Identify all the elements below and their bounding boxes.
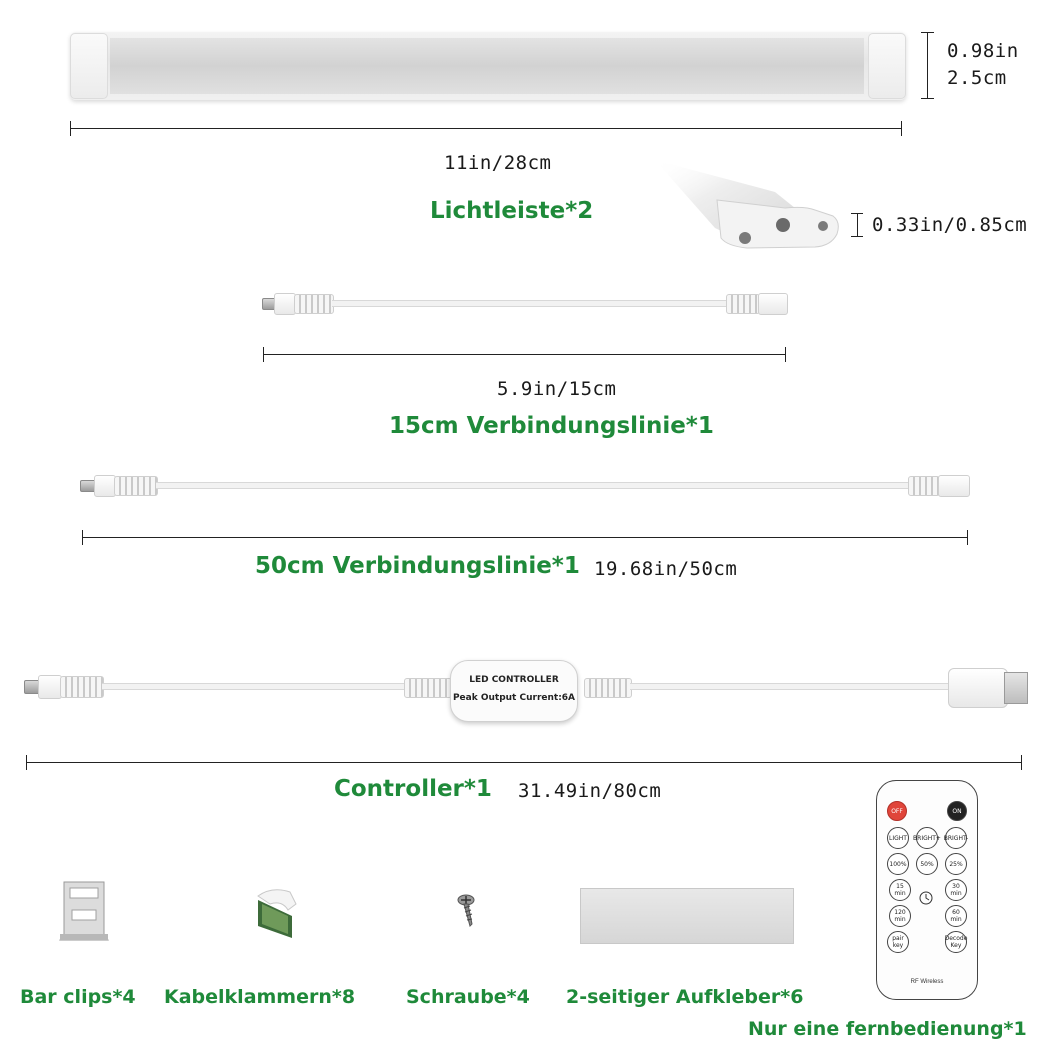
remote-off-button: OFF	[887, 801, 907, 821]
remote-bright-up-button: BRIGHT+	[916, 827, 938, 849]
cable-50cm-image	[80, 472, 970, 500]
height-label-in: 0.98in	[947, 40, 1019, 62]
remote-decode-button: Decode Key	[945, 931, 967, 953]
width-label: 11in/28cm	[444, 152, 552, 174]
cable-15cm-dimension-line	[263, 354, 785, 355]
bar-clip-image	[58, 878, 110, 942]
screw-image	[456, 894, 480, 928]
remote-caption: Nur eine fernbedienung*1	[748, 1018, 1027, 1040]
cable-50cm-dimension-line	[82, 537, 968, 538]
height-label-cm: 2.5cm	[947, 67, 1007, 89]
controller-box-title: LED CONTROLLER	[469, 675, 559, 685]
cable-15cm-length-label: 5.9in/15cm	[497, 378, 617, 400]
remote-120min-button: 120 min	[889, 905, 911, 927]
cable-15cm-caption: 15cm Verbindungslinie*1	[389, 413, 714, 439]
light-bar-image	[70, 32, 906, 100]
light-bar-end-view	[655, 150, 845, 255]
led-controller-box	[450, 660, 578, 722]
remote-50-button: 50%	[916, 853, 938, 875]
accessory-caption-sticker: 2-seitiger Aufkleber*6	[566, 986, 804, 1008]
remote-60min-button: 60 min	[945, 905, 967, 927]
cable-clip-image	[252, 886, 304, 942]
remote-100-button: 100%	[887, 853, 909, 875]
remote-light-button: LIGHT	[887, 827, 909, 849]
controller-length-label: 31.49in/80cm	[518, 780, 662, 802]
remote-pair-button: pair key	[887, 931, 909, 953]
controller-dimension-line	[26, 762, 1022, 763]
accessory-caption-screws: Schraube*4	[406, 986, 530, 1008]
remote-15min-button: 15 min	[889, 879, 911, 901]
width-dimension-line	[70, 128, 902, 129]
remote-control-image	[876, 780, 978, 1000]
accessory-caption-cable-clips: Kabelklammern*8	[164, 986, 356, 1008]
remote-25-button: 25%	[945, 853, 967, 875]
remote-on-button: ON	[947, 801, 967, 821]
accessory-caption-bar-clips: Bar clips*4	[20, 986, 136, 1008]
double-sided-sticker-image	[580, 888, 794, 944]
remote-bright-down-button: BRIGHT-	[945, 827, 967, 849]
light-bar-caption: Lichtleiste*2	[430, 198, 594, 224]
cable-15cm-image	[262, 290, 790, 318]
remote-timer-icon	[917, 889, 935, 907]
remote-brand: RF Wireless	[910, 979, 944, 985]
cable-50cm-caption: 50cm Verbindungslinie*1	[255, 553, 580, 579]
controller-box-spec: Peak Output Current:6A	[452, 693, 576, 703]
controller-caption: Controller*1	[334, 776, 492, 802]
height-dimension-line	[927, 32, 928, 99]
cable-50cm-length-label: 19.68in/50cm	[594, 558, 738, 580]
thickness-label: 0.33in/0.85cm	[872, 214, 1028, 236]
remote-30min-button: 30 min	[945, 879, 967, 901]
